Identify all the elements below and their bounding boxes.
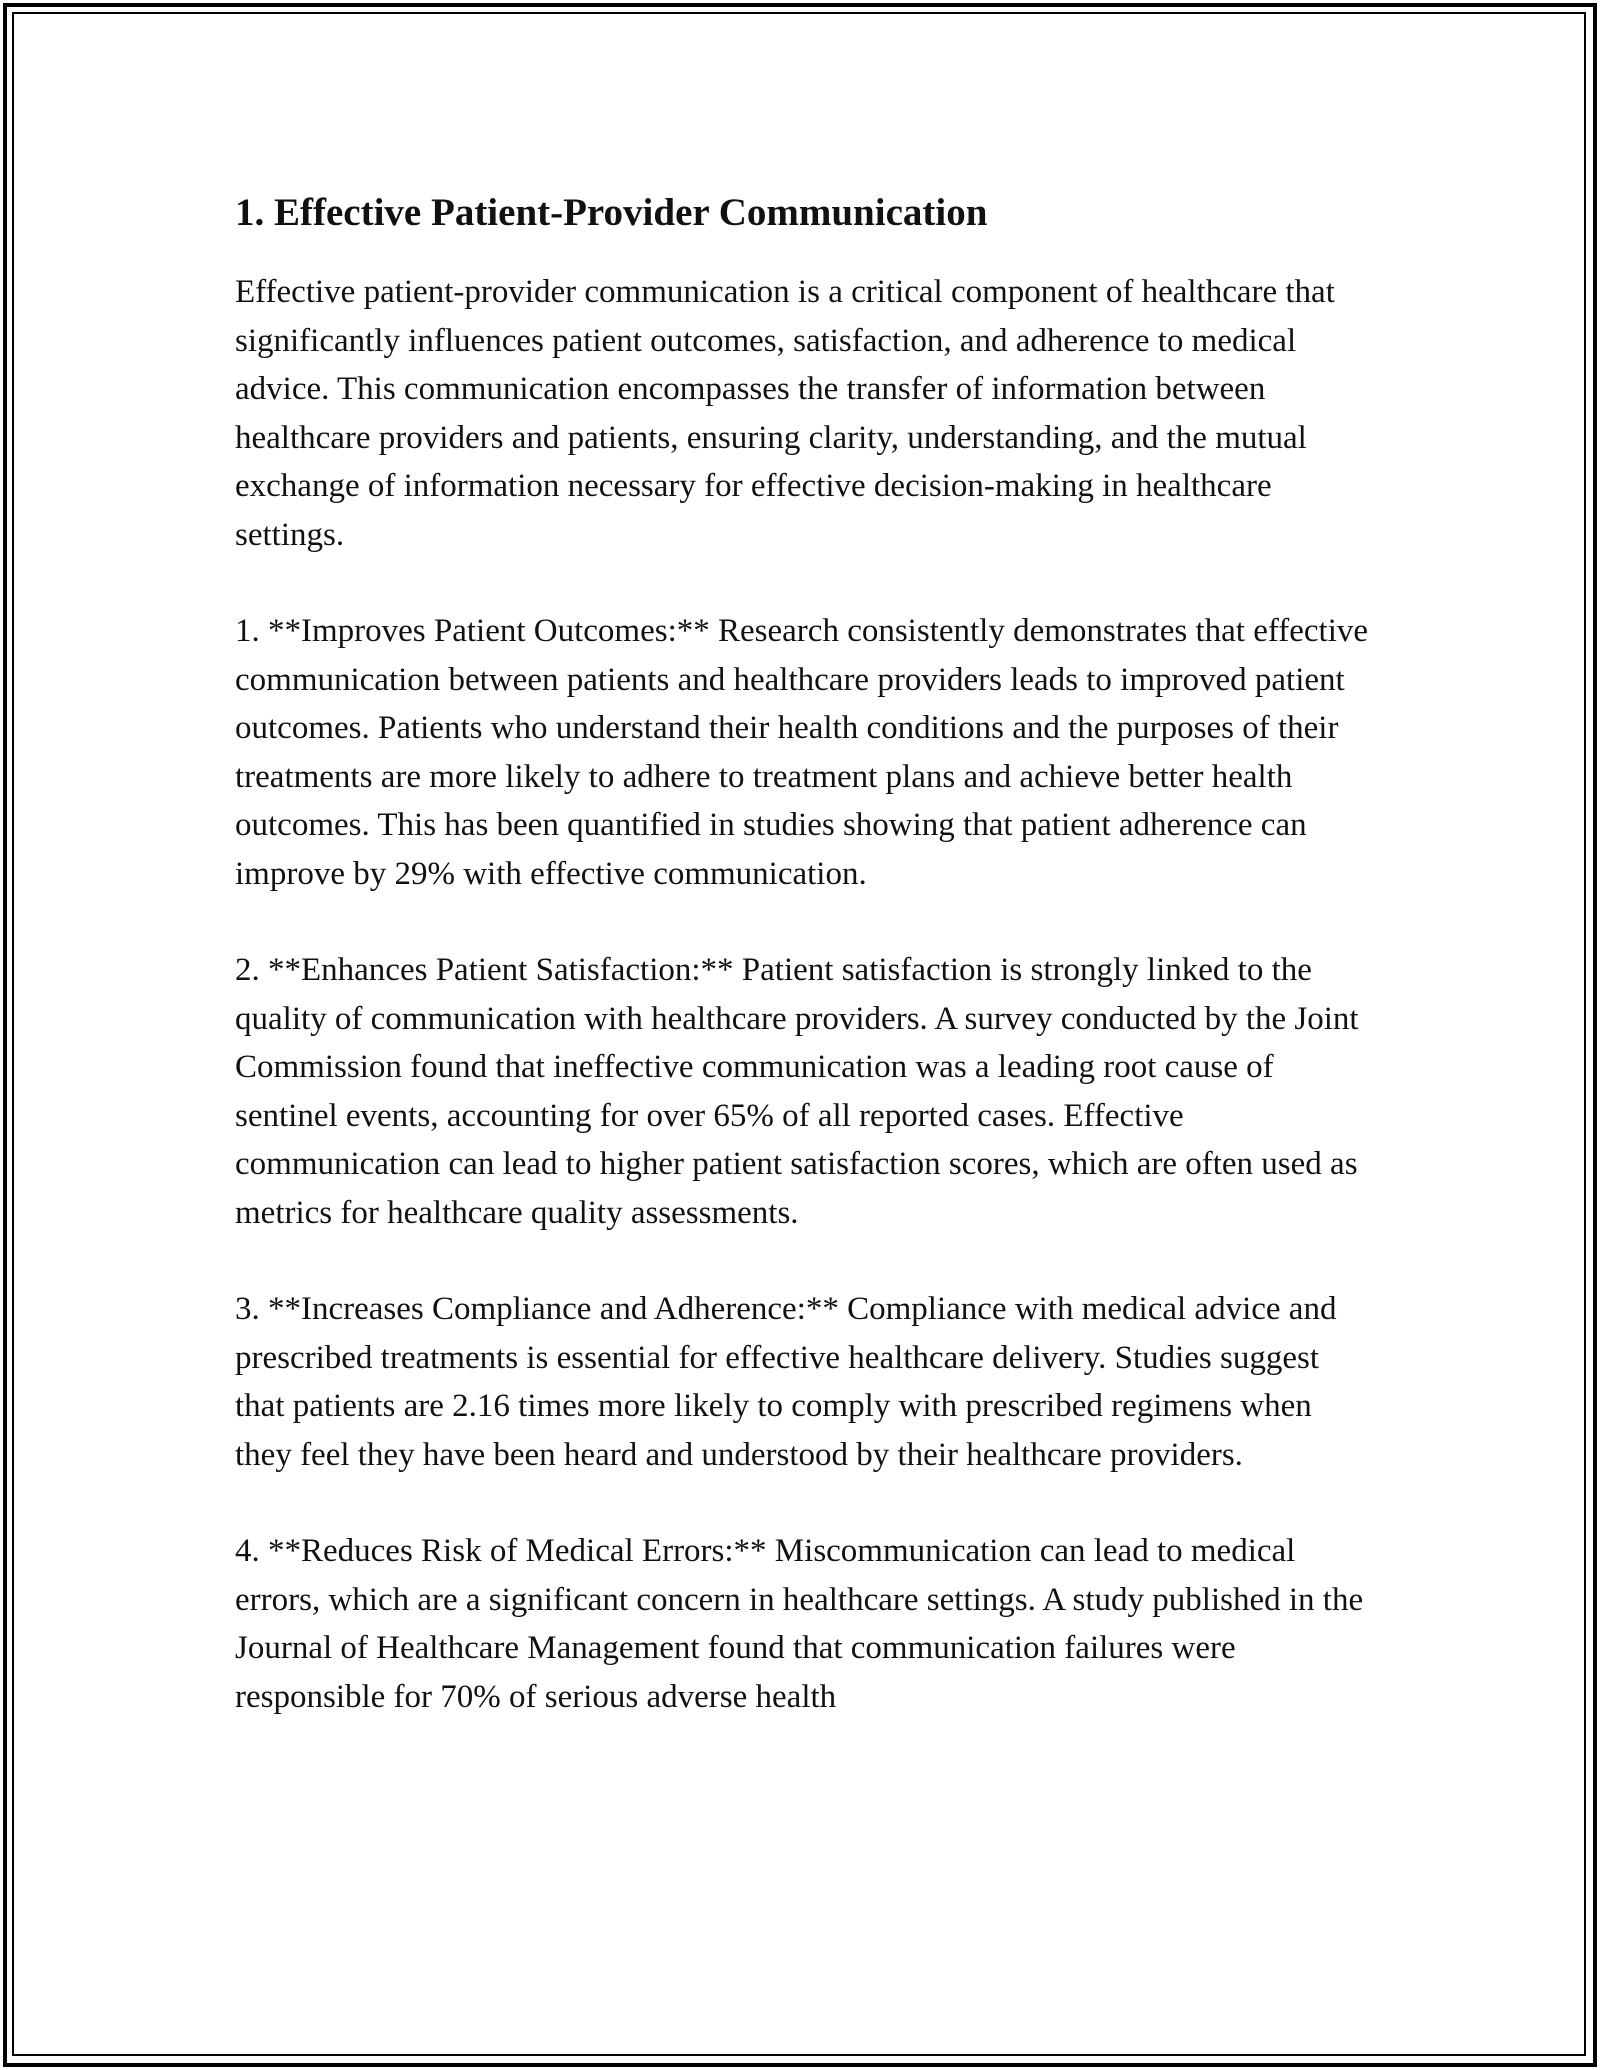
intro-paragraph: Effective patient-provider communication is a critical component of healthcare that significantly influences patient outcomes, satisfaction, and adherence to medical advice. This communication encompasses the transfer of information between healthcare providers and patients, ensuring clarity, understanding, and the mutual exchange of information necessary for effective decision-making in healthcare settings. <box>235 274 1335 553</box>
list-item-improves-outcomes: 1. **Improves Patient Outcomes:** Research consistently demonstrates that effective communication between patients and healthcare providers leads to improved patient outcomes. Patients who understand their health conditions and the purposes of their treatments are more likely to adhere to treatment plans and achieve better health outcomes. This has been quantified in studies showing that patient adherence can improve by 29% with effective communication. <box>235 613 1369 892</box>
list-item-reduces-errors: 4. **Reduces Risk of Medical Errors:** Miscommunication can lead to medical errors, which are a significant concern in healthcare settings. A study published in the Journal of Healthcare Management found that communication failures were responsible for 70% of serious adverse health <box>235 1533 1364 1715</box>
list-item-enhances-satisfaction: 2. **Enhances Patient Satisfaction:** Patient satisfaction is strongly linked to the quality of communication with healthcare providers. A survey conducted by the Joint Commission found that ineffective communication was a leading root cause of sentinel events, accounting for over 65% of all reported cases. Effective communication can lead to higher patient satisfaction scores, which are often used as metrics for healthcare quality assessments. <box>235 952 1359 1231</box>
list-item-increases-compliance: 3. **Increases Compliance and Adherence:** Compliance with medical advice and prescribed treatments is essential for effective healthcare delivery. Studies suggest that patients are 2.16 times more likely to comply with prescribed regimens when they feel they have been heard and understood by their healthcare providers. <box>235 1291 1337 1473</box>
document-body <box>235 186 1375 1769</box>
section-heading: 1. Effective Patient-Provider Communication <box>235 191 988 234</box>
